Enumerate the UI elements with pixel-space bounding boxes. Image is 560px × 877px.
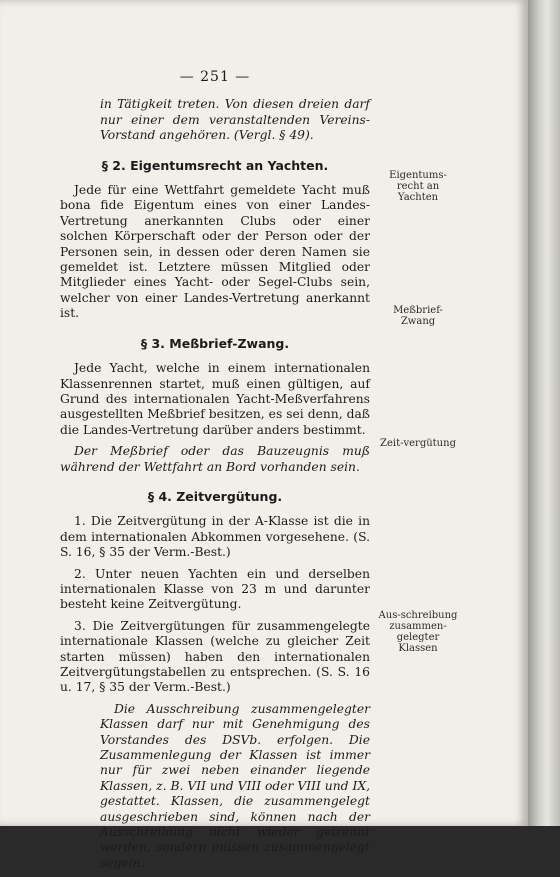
intro-paragraph: in Tätigkeit treten. Von diesen dreien darf nur einer dem veranstaltenden Vereins-Vorstand angehören. (Vergl. § 49). (100, 97, 370, 143)
section-paragraph: Jede Yacht, welche in einem internationalen Klassenrennen startet, muß einen gültigen, auf Grund des internationalen Yacht-Meßverfahrens ausgestellten Meßbrief besitzen, es sei denn, daß die Landes-Vertretung darüber anders bestimmt. (60, 361, 370, 437)
section-paragraph: 3. Die Zeitvergütungen für zusammengelegte internationale Klassen (welche zu gleicher Zeit starten müssen) haben den internationalen Zeitvergütungstabellen zu entsprechen. (S. S. 16 u. 17, § 35 der Verm.-Best.) (60, 618, 370, 695)
page-edge (528, 0, 560, 826)
section-paragraph: 2. Unter neuen Yachten ein und derselben internationalen Klasse von 23 m und darunter besteht keine Zeitvergütung. (60, 566, 370, 612)
section-note: Der Meßbrief oder das Bauzeugnis muß während der Wettfahrt an Bord vorhanden sein. (60, 444, 370, 474)
page-text (60, 70, 370, 877)
section-note: Die Ausschreibung zusammengelegter Klassen darf nur mit Genehmigung des Vorstandes des DSVb. erfolgen. Die Zusammenlegung der Klassen ist immer nur für zwei neben einander liegende Klassen, z. B. VII und VIII oder VIII und IX, gestattet. Klassen, die zusammengelegt ausgeschrieben sind, können nach der Ausschreibung nicht wieder getrennt werden, sondern müssen zusammengelegt segeln. (100, 701, 370, 870)
margin-note: Zeit-vergütung (380, 438, 456, 449)
section-heading: § 4. Zeitvergütung. (147, 488, 283, 504)
margin-note: Aus-schreibung zusammen-gelegter Klassen (378, 610, 458, 654)
page-number: — 251 — (179, 69, 251, 85)
margin-note: Eigentums-recht an Yachten (389, 170, 447, 203)
margin-note: Meßbrief-Zwang (393, 305, 443, 327)
section-paragraph: 1. Die Zeitvergütung in der A-Klasse ist die in dem internationalen Abkommen vorgesehene. (S. S. 16, § 35 der Verm.-Best.) (60, 514, 370, 560)
section-paragraph: Jede für eine Wettfahrt gemeldete Yacht muß bona fide Eigentum eines von einer Landes-Vertretung anerkannten Clubs oder einer solchen Körperschaft oder der Person oder der Personen sein, in dessen oder deren Namen sie gemeldet ist. Letztere müssen Mitglied oder Mitglieder eines Yacht- oder Segel-Clubs sein, welcher von einer Landes-Vertretung anerkannt ist. (60, 183, 370, 321)
section-heading: § 3. Meßbrief-Zwang. (140, 335, 290, 351)
section-heading: § 2. Eigentumsrecht an Yachten. (101, 157, 329, 173)
